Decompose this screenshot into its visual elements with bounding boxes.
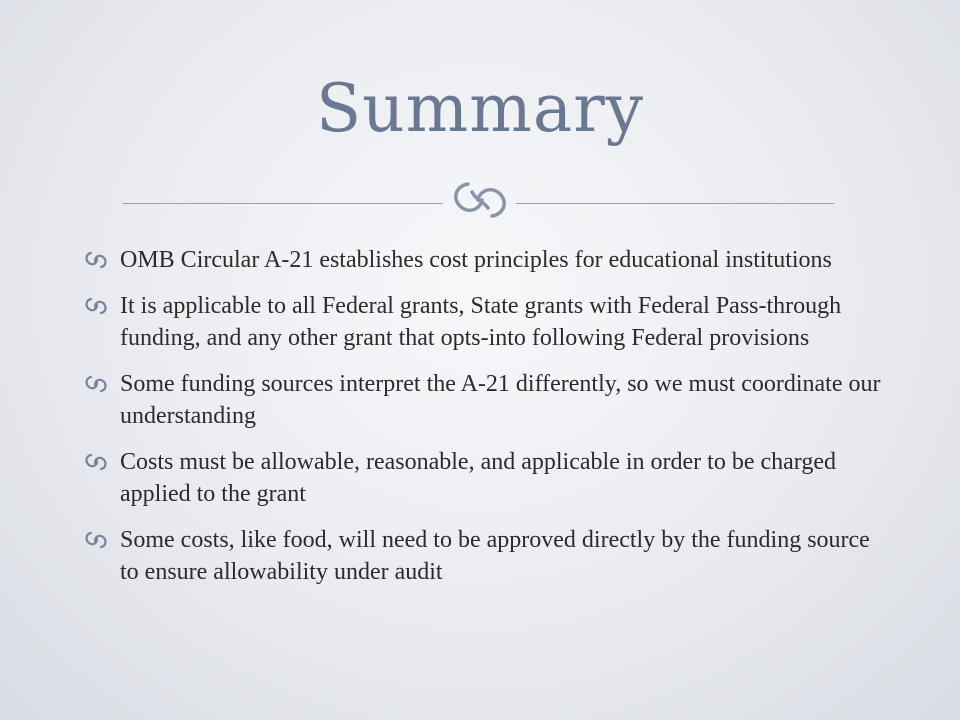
bullet-text: It is applicable to all Federal grants, State grants with Federal Pass-through funding, and any other grant that opts-into following Federal provisions	[120, 293, 842, 351]
bullet-ornament-icon	[84, 452, 108, 472]
bullet-item	[84, 368, 884, 432]
ornament-icon	[446, 178, 514, 222]
bullet-ornament-icon	[84, 374, 108, 394]
bullet-ornament-icon	[84, 296, 108, 316]
bullet-text: Some funding sources interpret the A-21 differently, so we must coordinate our understanding	[120, 371, 881, 429]
title-divider-left	[123, 203, 443, 204]
slide-title: Summary	[315, 70, 645, 147]
bullet-item	[84, 290, 884, 354]
bullet-text: OMB Circular A-21 establishes cost principles for educational institutions	[120, 247, 832, 273]
bullet-ornament-icon	[84, 250, 108, 270]
bullet-ornament-icon	[84, 530, 108, 550]
bullet-item	[84, 524, 884, 588]
bullet-text: Costs must be allowable, reasonable, and applicable in order to be charged applied to the grant	[120, 449, 836, 507]
bullet-item	[84, 244, 884, 276]
bullet-item	[84, 446, 884, 510]
title-divider-right	[516, 203, 834, 204]
bullet-text: Some costs, like food, will need to be approved directly by the funding source to ensure allowability under audit	[120, 527, 870, 585]
bullet-list	[84, 244, 884, 602]
